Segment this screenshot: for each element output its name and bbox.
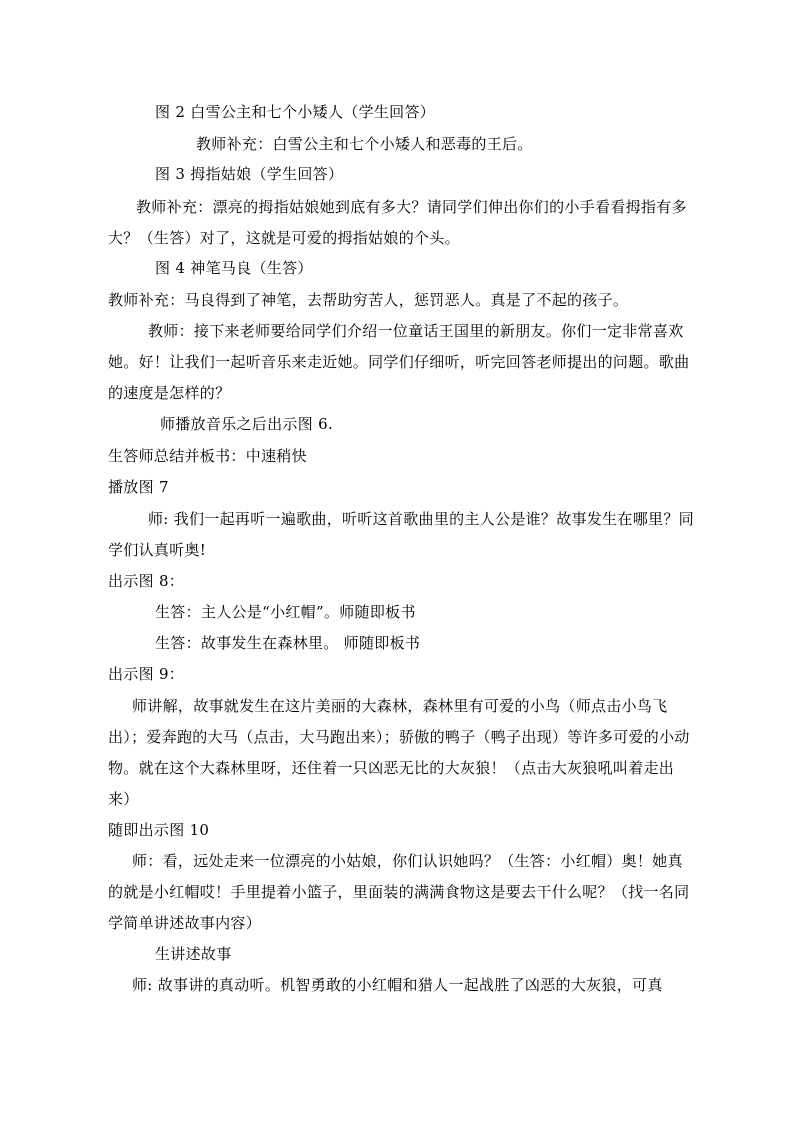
paragraph-student-tell-story: 生讲述故事 xyxy=(155,945,232,963)
paragraph-student-answer-2: 生答：故事发生在森林里。 师随即板书 xyxy=(155,634,421,652)
paragraph-teacher-supplement-3: 教师补充：马良得到了神笔，去帮助穷苦人，惩罚恶人。真是了不起的孩子。 xyxy=(108,291,629,309)
paragraph-teacher-intro: 教师：接下来老师要给同学们介绍一位童话王国里的新朋友。你们一定非常喜欢她。好！让我们一起听音乐来走近她。同学们仔细听，听完回答老师提出的问题。歌曲的速度是怎样的？ xyxy=(108,322,690,402)
paragraph-student-answer-1: 生答：主人公是“小红帽”。师随即板书 xyxy=(155,603,416,621)
paragraph-teacher-supplement-2: 教师补充：漂亮的拇指姑娘她到底有多大？请同学们伸出你们的小手看看拇指有多大？（生答）对了，这就是可爱的拇指姑娘的个头。 xyxy=(108,198,687,247)
paragraph-show-figure-8: 出示图 8： xyxy=(108,572,185,590)
paragraph-play-figure-7: 播放图 7 xyxy=(108,478,169,496)
paragraph-play-music: 师播放音乐之后出示图 6. xyxy=(160,415,333,433)
paragraph-teacher-look: 师：看，远处走来一位漂亮的小姑娘，你们认识她吗？（生答：小红帽）奥！她真的就是小红帽哎！手里提着小篮子，里面装的满满食物这是要去干什么呢？（找一名同学简单讲述故事内容） xyxy=(108,852,690,932)
paragraph-teacher-story-comment: 师: 故事讲的真动听。机智勇敢的小红帽和猎人一起战胜了凶恶的大灰狼，可真 xyxy=(132,976,663,994)
paragraph-figure-3: 图 3 拇指姑娘（学生回答） xyxy=(155,165,344,183)
paragraph-figure-2: 图 2 白雪公主和七个小矮人（学生回答） xyxy=(155,103,436,121)
paragraph-teacher-supplement-1: 教师补充：白雪公主和七个小矮人和恶毒的王后。 xyxy=(196,135,533,153)
paragraph-figure-4: 图 4 神笔马良（生答） xyxy=(155,259,313,277)
paragraph-show-figure-10: 随即出示图 10 xyxy=(108,821,210,839)
paragraph-teacher-explain: 师讲解，故事就发生在这片美丽的大森林，森林里有可爱的小鸟（师点击小鸟飞出）；爱奔跑的大马（点击，大马跑出来）；骄傲的鸭子（鸭子出现）等许多可爱的小动物。就在这个大森林里呀，还住着一只凶恶无比的大灰狼！（点击大灰狼吼叫着走出来） xyxy=(108,697,690,808)
paragraph-teacher-listen-again: 师: 我们一起再听一遍歌曲，听听这首歌曲里的主人公是谁？故事发生在哪里？同学们认真听奥! xyxy=(108,510,694,559)
paragraph-summary: 生答师总结并板书：中速稍快 xyxy=(108,447,307,465)
paragraph-show-figure-9: 出示图 9： xyxy=(108,665,185,683)
